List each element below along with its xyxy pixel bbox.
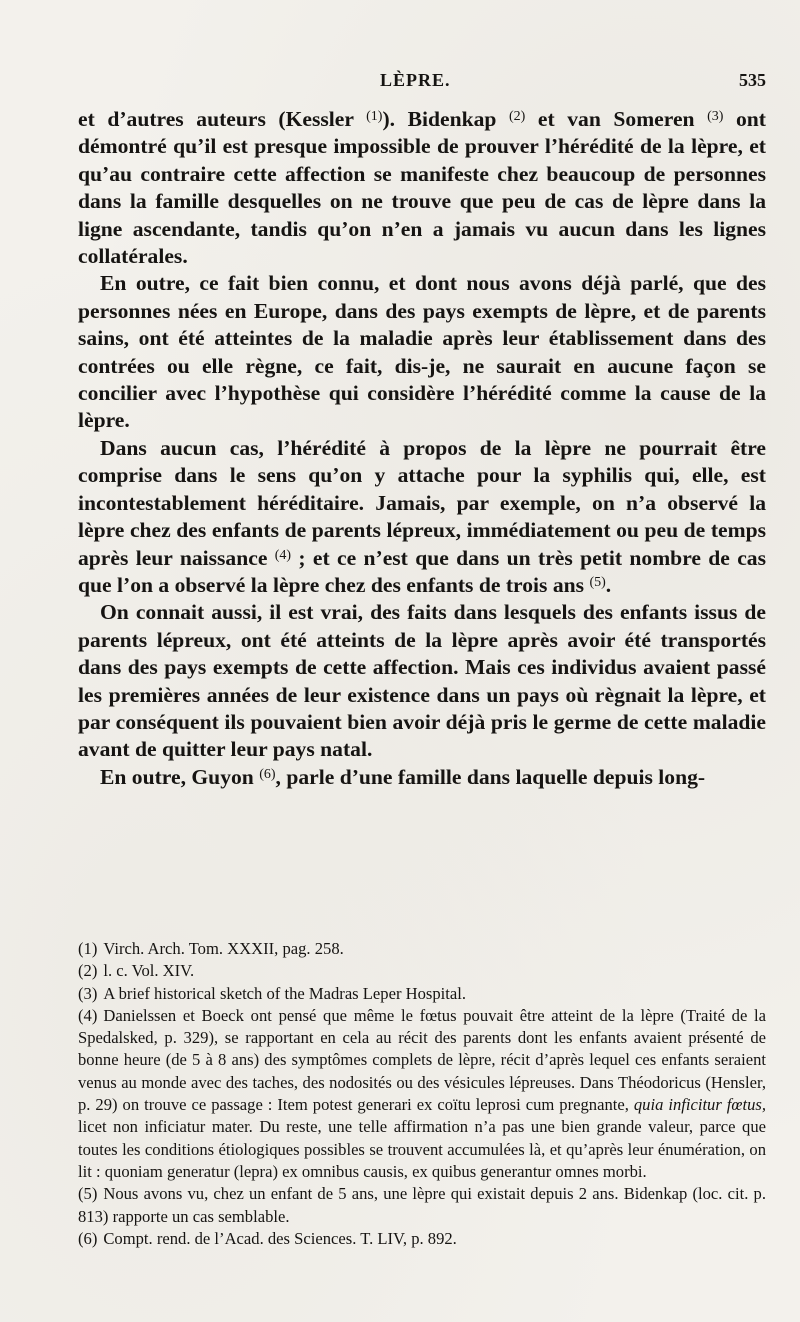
paragraph [78,764,766,791]
paragraph-text: et van Someren [525,107,708,131]
paragraph-text: , parle d’une famille dans laquelle depuis long- [275,764,706,789]
footnote-reference: (1) [366,109,383,124]
page-header [78,70,766,100]
footnote-text: licet non inficiatur mater. Du reste, une telle affirmation n’a pas une bien grande valeur, parce que toutes les conditions étiologiques possibles se trouvent accumulées là, et qu’après leur énumération, on lit : quoniam generatur (lepra) ex omnibus causis, ex quibus generantur omnes morbi. [78,1117,766,1181]
paragraph-text: ; et ce n’est que dans un très petit nombre de cas que l’on a observé la lèpre chez des enfants de trois ans [78,545,766,597]
footnote-reference: (5) [589,574,606,590]
footnote [78,1228,766,1250]
footnote-reference: (2) [509,109,526,124]
paragraph-text: On connait aussi, il est vrai, des faits dans lesquels des enfants issus de parents lépreux, ont été atteints de la lèpre après avoir été transportés dans des pays exempts de cette affection. Mais ces individus avaient passé les premières années de leur existence dans un pays où règnait la lèpre, et par conséquent ils pouvaient bien avoir déjà pris le germe de cette maladie avant de quitter leur pays natal. [78,600,766,762]
paragraph [78,106,766,270]
footnote-reference: (6) [259,766,276,782]
paragraph [78,435,766,599]
paragraph [78,270,766,434]
running-title: LÈPRE. [380,70,451,90]
paragraph-text: et d’autres auteurs (Kessler [78,107,367,131]
footnote-text: Nous avons vu, chez un enfant de 5 ans, une lèpre qui existait depuis 2 ans. Bidenkap (loc. cit. p. 813) rapporte un cas semblable. [78,1184,766,1226]
footnote-text: l. c. Vol. XIV. [103,961,195,981]
footnote-text: Virch. Arch. Tom. XXXII, pag. 258. [103,939,344,958]
footnote-number: (2) [78,961,98,981]
footnote-text: Compt. rend. de l’Acad. des Sciences. T. LIV, p. 892. [103,1228,457,1248]
footnote-text: quia inficitur fœtus, [633,1095,766,1115]
footnote-reference: (3) [707,109,724,124]
paragraph-text: Dans aucun cas, l’hérédité à propos de la lèpre ne pourrait être comprise dans le sens qu’on y attache pour la syphilis qui, elle, est incontestablement héréditaire. Jamais, par exemple, on n’a observé la lèpre chez des enfants de parents lépreux, immédiatement ou peu de temps après leur naissance [78,435,766,570]
footnote [78,960,766,982]
paragraph-text: ont démontré qu’il est presque impossible de prouver l’hérédité de la lèpre, et qu’au contraire cette affection se manifeste chez beaucoup de personnes dans la famille desquelles on ne trouve que peu de cas de lèpre dans la ligne ascendante, tandis qu’on n’en a jamais vu aucun dans les lignes collatérales. [78,107,766,269]
paragraph [78,599,766,763]
main-text [78,106,766,791]
paragraph-text: En outre, Guyon [100,764,260,789]
footnote-text: Danielssen et Boeck ont pensé que même le fœtus pouvait être atteint de la lèpre (Traité de la Spedalsked, p. 329), se rapportant en cela au récit des parents dont les enfants avaient présenté de bonne heure (de 5 à 8 ans) des symptômes complets de lèpre, récit d’après lequel ces enfants seraient venus au monde avec des taches, des nodosités ou des vésicules lépreuses. Dans Théodoricus (Hensler, p. 29) on trouve ce passage : Item potest generari ex coïtu leprosi cum pregnante, [78,1005,766,1115]
footnote-text: A brief historical sketch of the Madras Leper Hospital. [103,983,467,1003]
footnote-reference: (4) [274,547,292,563]
footnote-number: (4) [78,1005,98,1025]
footnote [78,1005,766,1183]
paragraph-text: ). Bidenkap [382,107,509,131]
footnote [78,938,766,960]
footnote [78,1183,766,1228]
paragraph-text: . [605,572,612,597]
page-number: 535 [739,70,766,90]
footnote [78,983,766,1005]
footnote-number: (6) [78,1228,98,1248]
footnote-number: (5) [78,1184,98,1204]
footnote-number: (3) [78,983,98,1003]
paragraph-text: En outre, ce fait bien connu, et dont nous avons déjà parlé, que des personnes nées en Europe, dans des pays exempts de lèpre, et de parents sains, ont été atteintes de la maladie après leur établissement dans des contrées ou elle règne, ce fait, dis-je, ne saurait en aucune façon se concilier avec l’hypothèse qui considère l’hérédité comme la cause de la lèpre. [78,271,766,433]
footnote-number: (1) [78,939,98,958]
footnotes [78,938,766,1250]
